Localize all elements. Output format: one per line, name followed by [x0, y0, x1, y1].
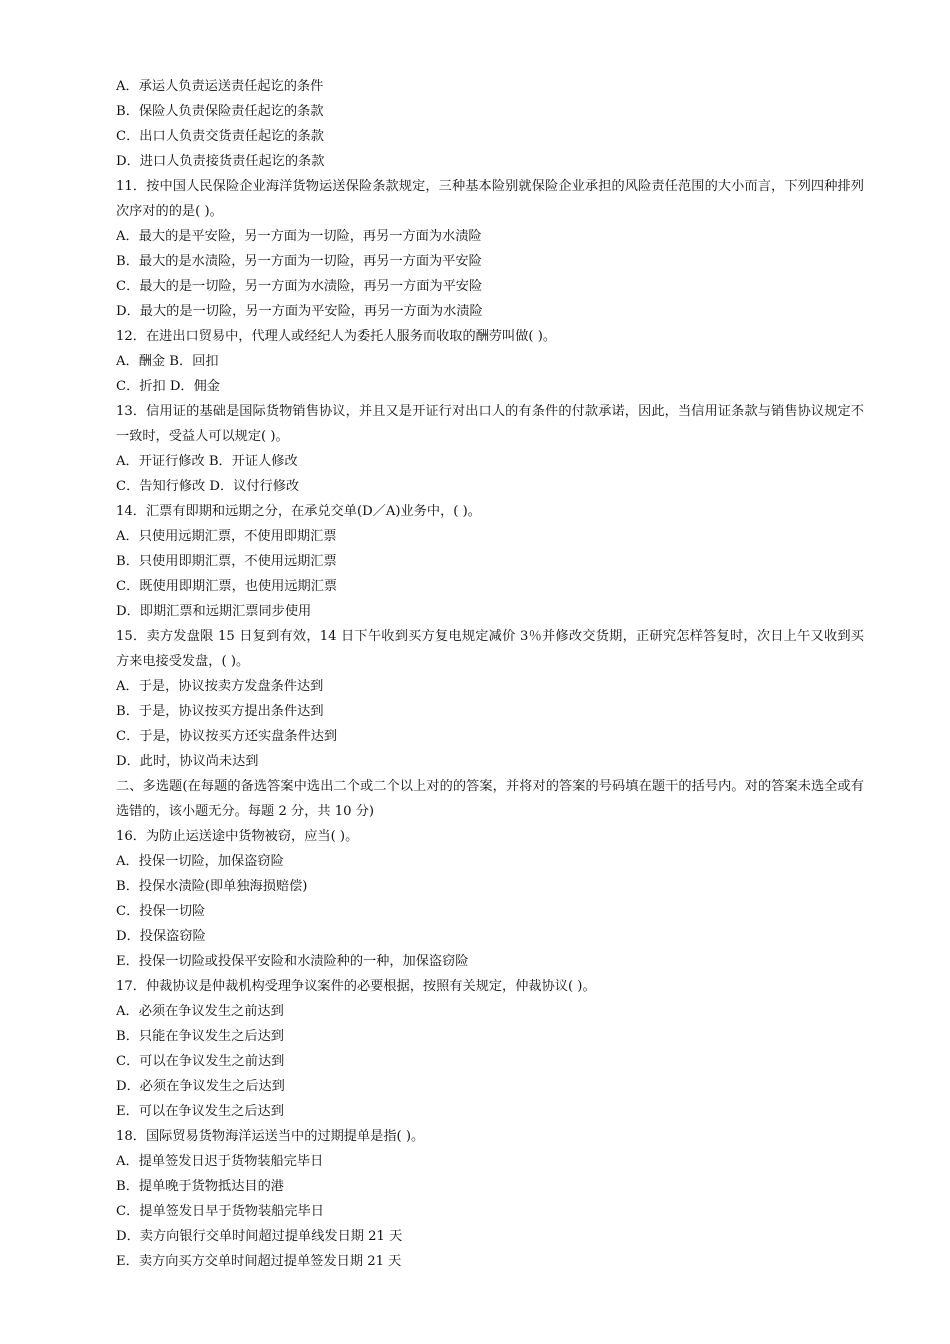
option-line: E．投保一切险或投保平安险和水渍险种的一种，加保盗窃险 [116, 954, 469, 969]
question-17: 17．仲裁协议是仲裁机构受理争议案件的必要根据，按照有关规定，仲裁协议( )。 [116, 979, 596, 994]
option-line: A．酬金 B．回扣 [116, 354, 219, 369]
option-line: C．折扣 D．佣金 [116, 379, 220, 394]
question-15: 15．卖方发盘限 15 日复到有效，14 日下午收到买方复电规定减价 3％并修改交货期，正研究怎样答复时，次日上午又收到买方来电接受发盘，( )。 [116, 629, 864, 669]
option-line: A．于是，协议按卖方发盘条件达到 [116, 679, 324, 694]
option-line: C．最大的是一切险，另一方面为水渍险，再另一方面为平安险 [116, 279, 483, 294]
option-line: C．提单签发日早于货物装船完毕日 [116, 1204, 324, 1219]
option-line: B．提单晚于货物抵达目的港 [116, 1179, 284, 1194]
option-line: A．承运人负责运送责任起讫的条件 [116, 79, 324, 94]
option-line: B．投保水渍险(即单独海损赔偿) [116, 879, 308, 894]
option-line: C．既使用即期汇票，也使用远期汇票 [116, 579, 338, 594]
option-line: D．进口人负责接货责任起讫的条款 [116, 154, 325, 169]
option-line: C．投保一切险 [116, 904, 206, 919]
option-line: C．出口人负责交货责任起讫的条款 [116, 129, 324, 144]
option-line: D．即期汇票和远期汇票同步使用 [116, 604, 312, 619]
option-line: A．提单签发日迟于货物装船完毕日 [116, 1154, 324, 1169]
option-line: C．于是，协议按买方还实盘条件达到 [116, 729, 338, 744]
option-line: C．告知行修改 D．议付行修改 [116, 479, 300, 494]
option-line: B．保险人负责保险责任起讫的条款 [116, 104, 324, 119]
option-line: A．投保一切险，加保盗窃险 [116, 854, 284, 869]
option-line: A．开证行修改 B．开证人修改 [116, 454, 298, 469]
option-line: B．于是，协议按买方提出条件达到 [116, 704, 324, 719]
option-line: A．只使用远期汇票，不使用即期汇票 [116, 529, 337, 544]
question-18: 18．国际贸易货物海洋运送当中的过期提单是指( )。 [116, 1129, 425, 1144]
option-line: E．可以在争议发生之后达到 [116, 1104, 284, 1119]
section-heading-multiple-choice: 二、多选题(在每题的备选答案中选出二个或二个以上对的的答案，并将对的答案的号码填在题干的括号内。对的答案未选全或有选错的，该小题无分。每题 2 分，共 10 分) [116, 779, 864, 819]
option-line: D．必须在争议发生之后达到 [116, 1079, 285, 1094]
option-line: C．可以在争议发生之前达到 [116, 1054, 285, 1069]
question-11: 11．按中国人民保险企业海洋货物运送保险条款规定，三种基本险别就保险企业承担的风险责任范围的大小而言，下列四种排列次序对的的是( )。 [116, 179, 864, 219]
document-page [116, 74, 864, 1274]
question-14: 14．汇票有即期和远期之分，在承兑交单(D／A)业务中，( )。 [116, 504, 481, 519]
option-line: B．只使用即期汇票，不使用远期汇票 [116, 554, 337, 569]
option-line: D．此时，协议尚未达到 [116, 754, 259, 769]
option-line: B．最大的是水渍险，另一方面为一切险，再另一方面为平安险 [116, 254, 482, 269]
option-line: D．投保盗窃险 [116, 929, 206, 944]
option-line: B．只能在争议发生之后达到 [116, 1029, 284, 1044]
option-line: D．卖方向银行交单时间超过提单线发日期 21 天 [116, 1229, 403, 1244]
option-line: D．最大的是一切险，另一方面为平安险，再另一方面为水渍险 [116, 304, 483, 319]
option-line: E．卖方向买方交单时间超过提单签发日期 21 天 [116, 1254, 402, 1269]
question-13: 13．信用证的基础是国际货物销售协议，并且又是开证行对出口人的有条件的付款承诺，因此，当信用证条款与销售协议规定不一致时，受益人可以规定( )。 [116, 404, 864, 444]
option-line: A．必须在争议发生之前达到 [116, 1004, 284, 1019]
question-16: 16．为防止运送途中货物被窃，应当( )。 [116, 829, 359, 844]
option-line: A．最大的是平安险，另一方面为一切险，再另一方面为水渍险 [116, 229, 482, 244]
question-12: 12．在进出口贸易中，代理人或经纪人为委托人服务而收取的酬劳叫做( )。 [116, 329, 557, 344]
